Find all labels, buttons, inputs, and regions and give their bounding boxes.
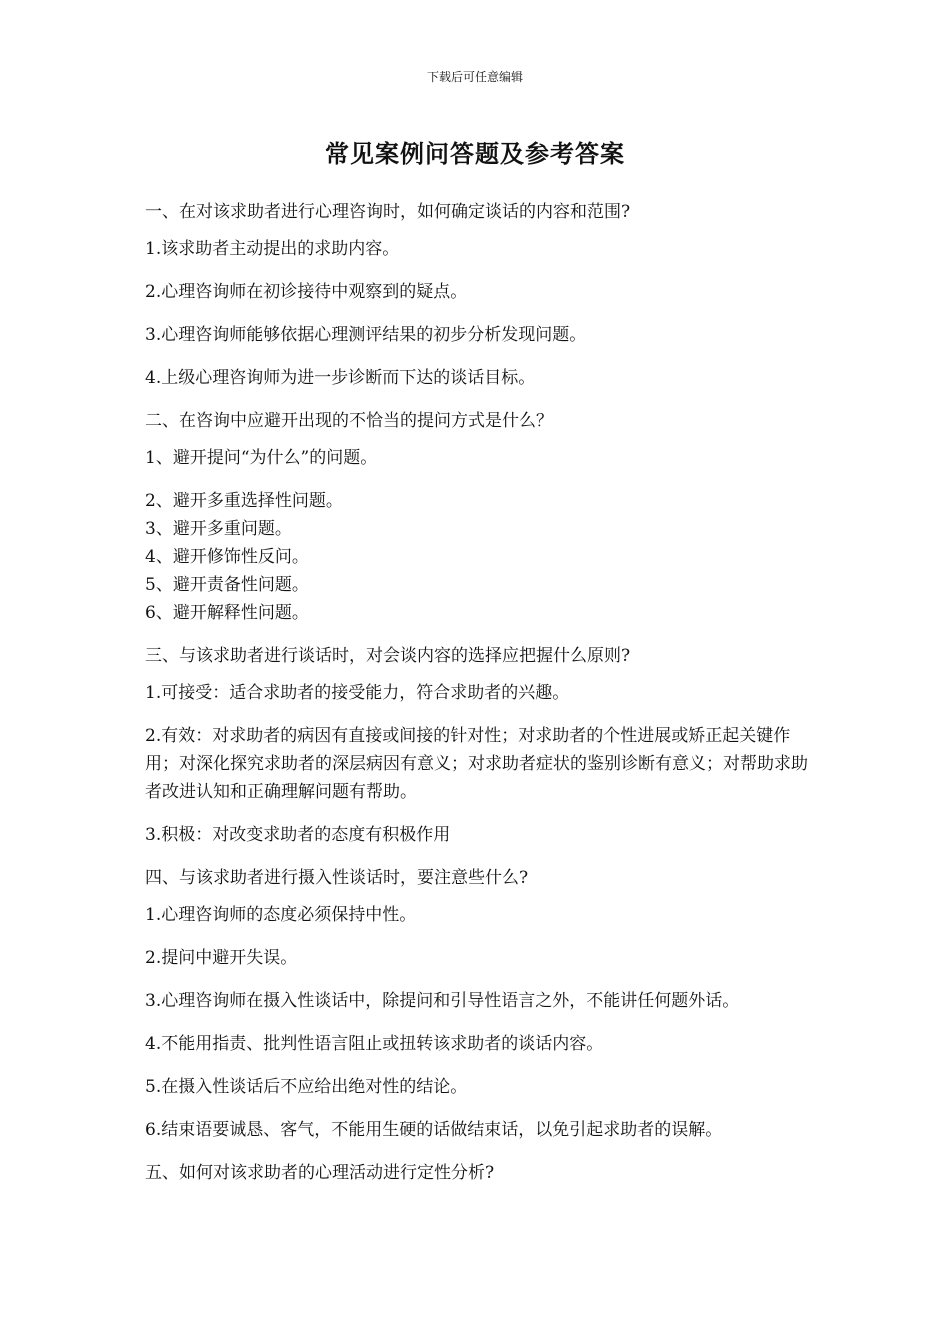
answer-3-2: 2.有效：对求助者的病因有直接或间接的针对性；对求助者的个性进展或矫正起关键作用；对深化探究求助者的深层病因有意义；对求助者症状的鉴别诊断有意义；对帮助求助者改进认知和正确理解问题有帮助。 (145, 726, 808, 802)
answer-4-3: 3.心理咨询师在摄入性谈话中，除提问和引导性语言之外，不能讲任何题外话。 (145, 991, 740, 1011)
answer-2-4: 4、避开修饰性反问。 (145, 547, 309, 567)
answer-2-6: 6、避开解释性问题。 (145, 603, 309, 623)
answer-3-1: 1.可接受：适合求助者的接受能力，符合求助者的兴趣。 (145, 683, 570, 703)
answer-4-5: 5.在摄入性谈话后不应给出绝对性的结论。 (145, 1077, 468, 1097)
header-note: 下载后可任意编辑 (426, 70, 523, 84)
answer-4-1: 1.心理咨询师的态度必须保持中性。 (145, 905, 417, 925)
question-2: 二、在咨询中应避开出现的不恰当的提问方式是什么？ (145, 411, 553, 431)
answer-2-3: 3、避开多重问题。 (145, 519, 292, 539)
document-body (145, 198, 815, 1187)
question-4: 四、与该求助者进行摄入性谈话时，要注意些什么? (145, 868, 529, 888)
answer-1-1: 1.该求助者主动提出的求助内容。 (145, 239, 400, 259)
answer-1-3: 3.心理咨询师能够依据心理测评结果的初步分析发现问题。 (145, 325, 587, 345)
question-3: 三、与该求助者进行谈话时，对会谈内容的选择应把握什么原则? (145, 646, 631, 666)
answer-3-3: 3.积极：对改变求助者的态度有积极作用 (145, 825, 451, 845)
answer-2-1: 1、避开提问“为什么”的问题。 (145, 448, 378, 468)
answer-4-6: 6.结束语要诚恳、客气，不能用生硬的话做结束话，以免引起求助者的误解。 (145, 1120, 723, 1140)
answer-1-4: 4.上级心理咨询师为进一步诊断而下达的谈话目标。 (145, 368, 536, 388)
question-1: 一、在对该求助者进行心理咨询时，如何确定谈话的内容和范围? (145, 202, 631, 222)
answer-2-2: 2、避开多重选择性问题。 (145, 491, 343, 511)
answer-1-2: 2.心理咨询师在初诊接待中观察到的疑点。 (145, 282, 468, 302)
question-5: 五、如何对该求助者的心理活动进行定性分析? (145, 1163, 495, 1183)
answer-4-2: 2.提问中避开失误。 (145, 948, 298, 968)
document-title: 常见案例问答题及参考答案 (325, 139, 625, 168)
answer-4-4: 4.不能用指责、批判性语言阻止或扭转该求助者的谈话内容。 (145, 1034, 604, 1054)
answer-2-5: 5、避开责备性问题。 (145, 575, 309, 595)
